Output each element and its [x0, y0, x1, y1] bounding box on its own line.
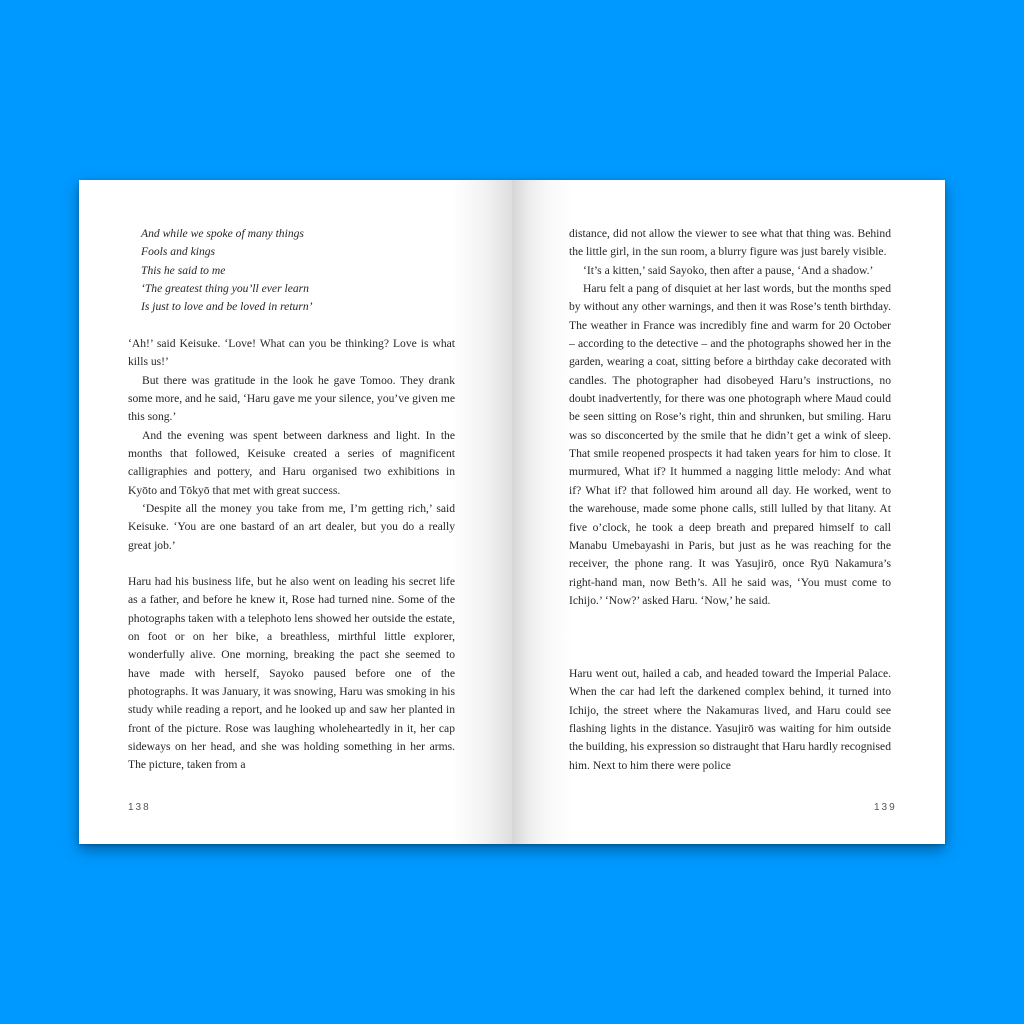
left-section-2 — [128, 573, 455, 775]
page-number: 138 — [128, 802, 151, 813]
page-number: 139 — [874, 802, 897, 813]
paragraph: distance, did not allow the viewer to see what that thing was. Behind the little girl, in the sun room, a blurry figure was just barely visible. — [569, 227, 891, 259]
open-book — [79, 180, 945, 844]
paragraph: ‘Ah!’ said Keisuke. ‘Love! What can you be thinking? Love is what kills us!’ — [128, 337, 455, 369]
paragraph: And the evening was spent between darkness and light. In the months that followed, Keisuke created a series of magnificent calligraphies and pottery, and Haru organised two exhibitions in Kyōto and Tōkyō that met with great success. — [128, 428, 455, 497]
verse-line: This he said to me — [141, 263, 226, 277]
right-page — [512, 180, 945, 844]
verse-line: ‘The greatest thing you’ll ever learn — [141, 282, 309, 296]
left-page — [79, 180, 512, 844]
paragraph: Haru had his business life, but he also went on leading his secret life as a father, and before he knew it, Rose had turned nine. Some of the photographs taken with a telephoto lens showed her outside the estate, on foot or on her bike, a breathless, mirthful little explorer, wonderfully alive. One morning, breaking the pact she seemed to have made with herself, Sayoko paused before one of the photographs. It was January, it was snowing, Haru was smoking in his study while reading a report, and he looked up and saw her planted in front of the picture. Rose was laughing wholeheartedly in it, her cap sideways on her head, and she was holding something in her arms. The picture, taken from a — [128, 575, 455, 772]
left-section-1 — [128, 335, 455, 555]
paragraph: Haru went out, hailed a cab, and headed toward the Imperial Palace. When the car had left the darkened complex behind, it turned into Ichijo, the street where the Nakamuras lived, and Haru could see flashing lights in the distance. Yasujirō was waiting for him outside the building, his expression so distraught that Haru hardly recognised him. Next to him there were police — [569, 667, 891, 772]
verse-line: Fools and kings — [141, 245, 216, 259]
paragraph: But there was gratitude in the look he gave Tomoo. They drank some more, and he said, ‘Haru gave me your silence, you’ve given me this song.’ — [128, 373, 455, 424]
right-section-2 — [569, 665, 891, 775]
paragraph: Haru felt a pang of disquiet at her last words, but the months sped by without any other warnings, and then it was Rose’s tenth birthday. The weather in France was incredibly fine and warm for 20 October – according to the detective – and the photographs showed her in the garden, wearing a coat, sitting before a birthday cake decorated with candles. The photographer had disobeyed Haru’s instructions, no doubt inadvertently, for there was one photograph where Maud could be seen sitting on Rose’s right, thin and shrunken, but smiling. Haru was so disconcerted by the smile that he didn’t get a wink of sleep. That smile reopened prospects it had taken years for him to close. It murmured, What if? It hummed a nagging little melody: And what if? What if? that followed him around all day. He worked, went to the warehouse, made some phone calls, still lulled by that litany. At five o’clock, he took a deep breath and prepared himself to call Manabu Umebayashi in Paris, but just as he was reaching for the receiver, the phone rang. It was Yasujirō, once Ryū Nakamura’s right-hand man, now Beth’s. All he said was, ‘You must come to Ichijo.’ ‘Now?’ asked Haru. ‘Now,’ he said. — [569, 282, 891, 607]
song-verse — [141, 225, 313, 317]
paragraph: ‘Despite all the money you take from me, I’m getting rich,’ said Keisuke. ‘You are one bastard of an art dealer, but you do a really great job.’ — [128, 502, 455, 552]
verse-line: Is just to love and be loved in return’ — [141, 300, 313, 314]
paragraph: ‘It’s a kitten,’ said Sayoko, then after a pause, ‘And a shadow.’ — [583, 263, 874, 277]
right-section-1 — [569, 225, 891, 610]
verse-line: And while we spoke of many things — [141, 227, 304, 240]
